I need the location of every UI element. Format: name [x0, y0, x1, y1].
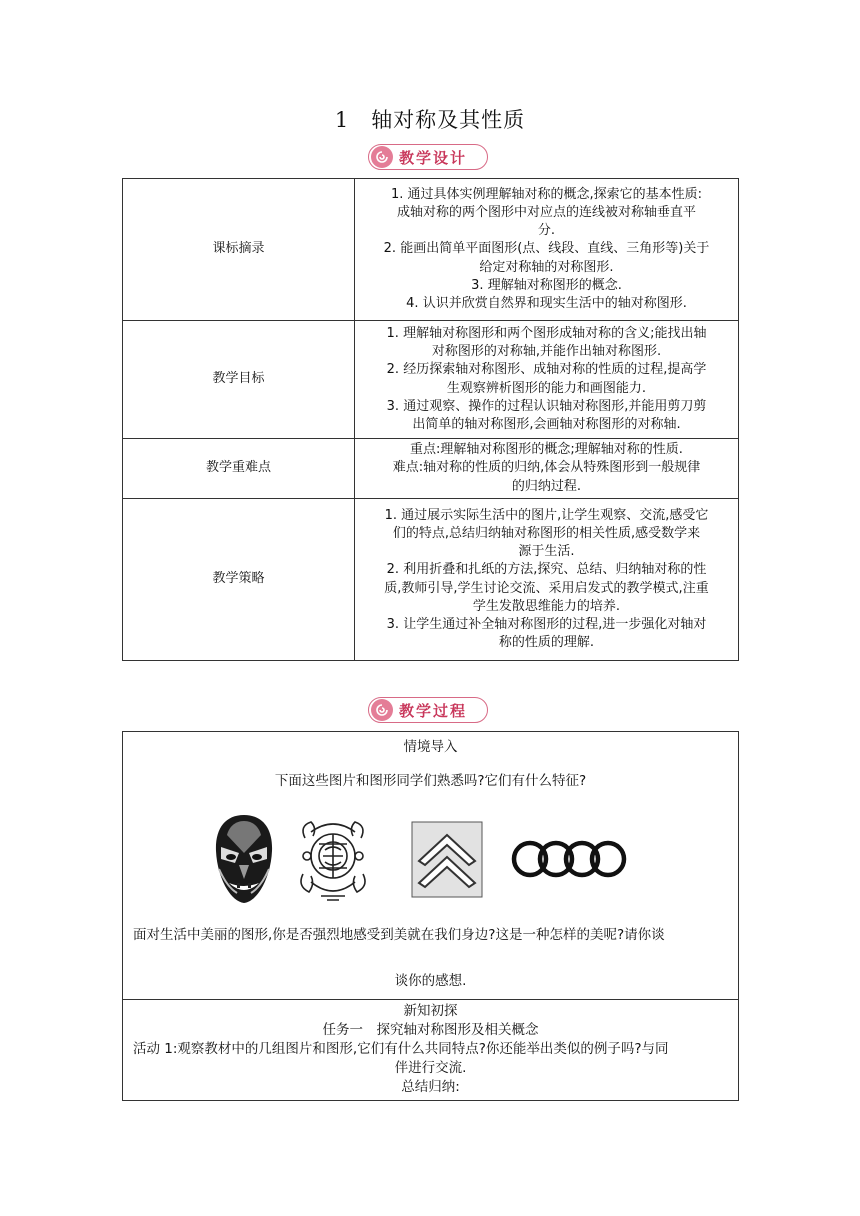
intro-reflection-line2: 谈你的感想. [394, 973, 467, 989]
content-line: 2. 利用折叠和扎纸的方法,探究、总结、归纳轴对称的性 [386, 562, 707, 578]
explore-task: 任务一 探究轴对称图形及相关概念 [322, 1022, 539, 1038]
content-line: 的归纳过程. [511, 478, 582, 494]
design-table-row [123, 439, 739, 499]
content-line: 2. 能画出简单平面图形(点、线段、直线、三角形等)关于 [383, 241, 710, 257]
content-line: 3. 通过观察、操作的过程认识轴对称图形,并能用剪刀剪 [386, 398, 707, 414]
design-table-row [123, 321, 739, 439]
lesson-title [0, 104, 860, 134]
explore-summary: 总结归纳: [401, 1079, 460, 1095]
explore-activity-line1: 活动 1:观察教材中的几组图片和图形,它们有什么共同特点?你还能举出类似的例子吗?与同 [133, 1041, 669, 1057]
row-content [355, 499, 739, 661]
content-line: 称的性质的理解. [498, 635, 595, 651]
content-line: 分. [537, 223, 556, 239]
content-line: 2. 经历探索轴对称图形、成轴对称的性质的过程,提高学 [386, 362, 707, 378]
row-content [355, 321, 739, 439]
content-line: 质,教师引导,学生讨论交流、采用启发式的教学模式,注重 [384, 580, 709, 596]
design-table-row [123, 499, 739, 661]
row-label: 课标摘录 [123, 179, 355, 321]
symmetric-images-row [123, 809, 738, 909]
row-content [355, 179, 739, 321]
badge-text: 教学设计 [399, 148, 468, 167]
content-line: 出简单的轴对称图形,会画轴对称图形的对称轴. [412, 416, 681, 432]
content-line: 源于生活. [518, 544, 575, 560]
content-line: 们的特点,总结归纳轴对称图形的相关性质,感受数学来 [392, 525, 701, 541]
badge-swirl-icon [371, 699, 393, 721]
row-label: 教学目标 [123, 321, 355, 439]
opera-mask-image [213, 813, 275, 905]
intro-reflection-line1: 面对生活中美丽的图形,你是否强烈地感受到美就在我们身边?这是一种怎样的美呢?请你谈 [133, 927, 665, 943]
intro-section [122, 731, 739, 1000]
teaching-design-badge [368, 144, 488, 170]
content-line: 4. 认识并欣赏自然界和现实生活中的轴对称图形. [406, 296, 687, 311]
explore-heading: 新知初探 [403, 1003, 458, 1019]
content-line: 1. 通过具体实例理解轴对称的概念,探索它的基本性质: [390, 186, 703, 202]
content-line: 3. 让学生通过补全轴对称图形的过程,进一步强化对轴对 [386, 616, 707, 632]
row-content [355, 439, 739, 499]
citroen-logo-image [411, 821, 483, 898]
lesson-title-text: 轴对称及其性质 [371, 108, 526, 132]
intro-heading: 情境导入 [403, 739, 458, 755]
row-label: 教学策略 [123, 499, 355, 661]
design-table-row [123, 179, 739, 321]
content-line: 1. 通过展示实际生活中的图片,让学生观察、交流,感受它 [384, 507, 709, 523]
badge-swirl-icon [371, 146, 393, 168]
intro-question: 下面这些图片和图形同学们熟悉吗?它们有什么特征? [274, 773, 587, 789]
explore-activity-line2: 伴进行交流. [394, 1060, 467, 1076]
explore-section [122, 999, 739, 1101]
content-line: 学生发散思维能力的培养. [472, 598, 621, 614]
content-line: 1. 理解轴对称图形和两个图形成轴对称的含义;能找出轴 [386, 325, 707, 341]
audi-rings-image [511, 838, 627, 880]
content-line: 给定对称轴的对称图形. [479, 259, 614, 275]
content-line: 生观察辨析图形的能力和画图能力. [446, 380, 647, 396]
content-line: 对称图形的对称轴,并能作出轴对称图形. [431, 344, 662, 360]
content-line: 重点:理解轴对称图形的概念;理解轴对称的性质. [410, 442, 683, 458]
badge-text: 教学过程 [399, 701, 468, 720]
design-table [122, 178, 739, 661]
content-line: 成轴对称的两个图形中对应点的连线被对称轴垂直平 [396, 204, 696, 220]
teaching-process-badge [368, 697, 488, 723]
lesson-number: 1 [334, 108, 350, 132]
chinese-seal-ornament-image [295, 816, 371, 902]
content-line: 3. 理解轴对称图形的概念. [471, 277, 622, 293]
row-label: 教学重难点 [123, 439, 355, 499]
content-line: 难点:轴对称的性质的归纳,体会从特殊图形到一般规律 [392, 460, 701, 476]
